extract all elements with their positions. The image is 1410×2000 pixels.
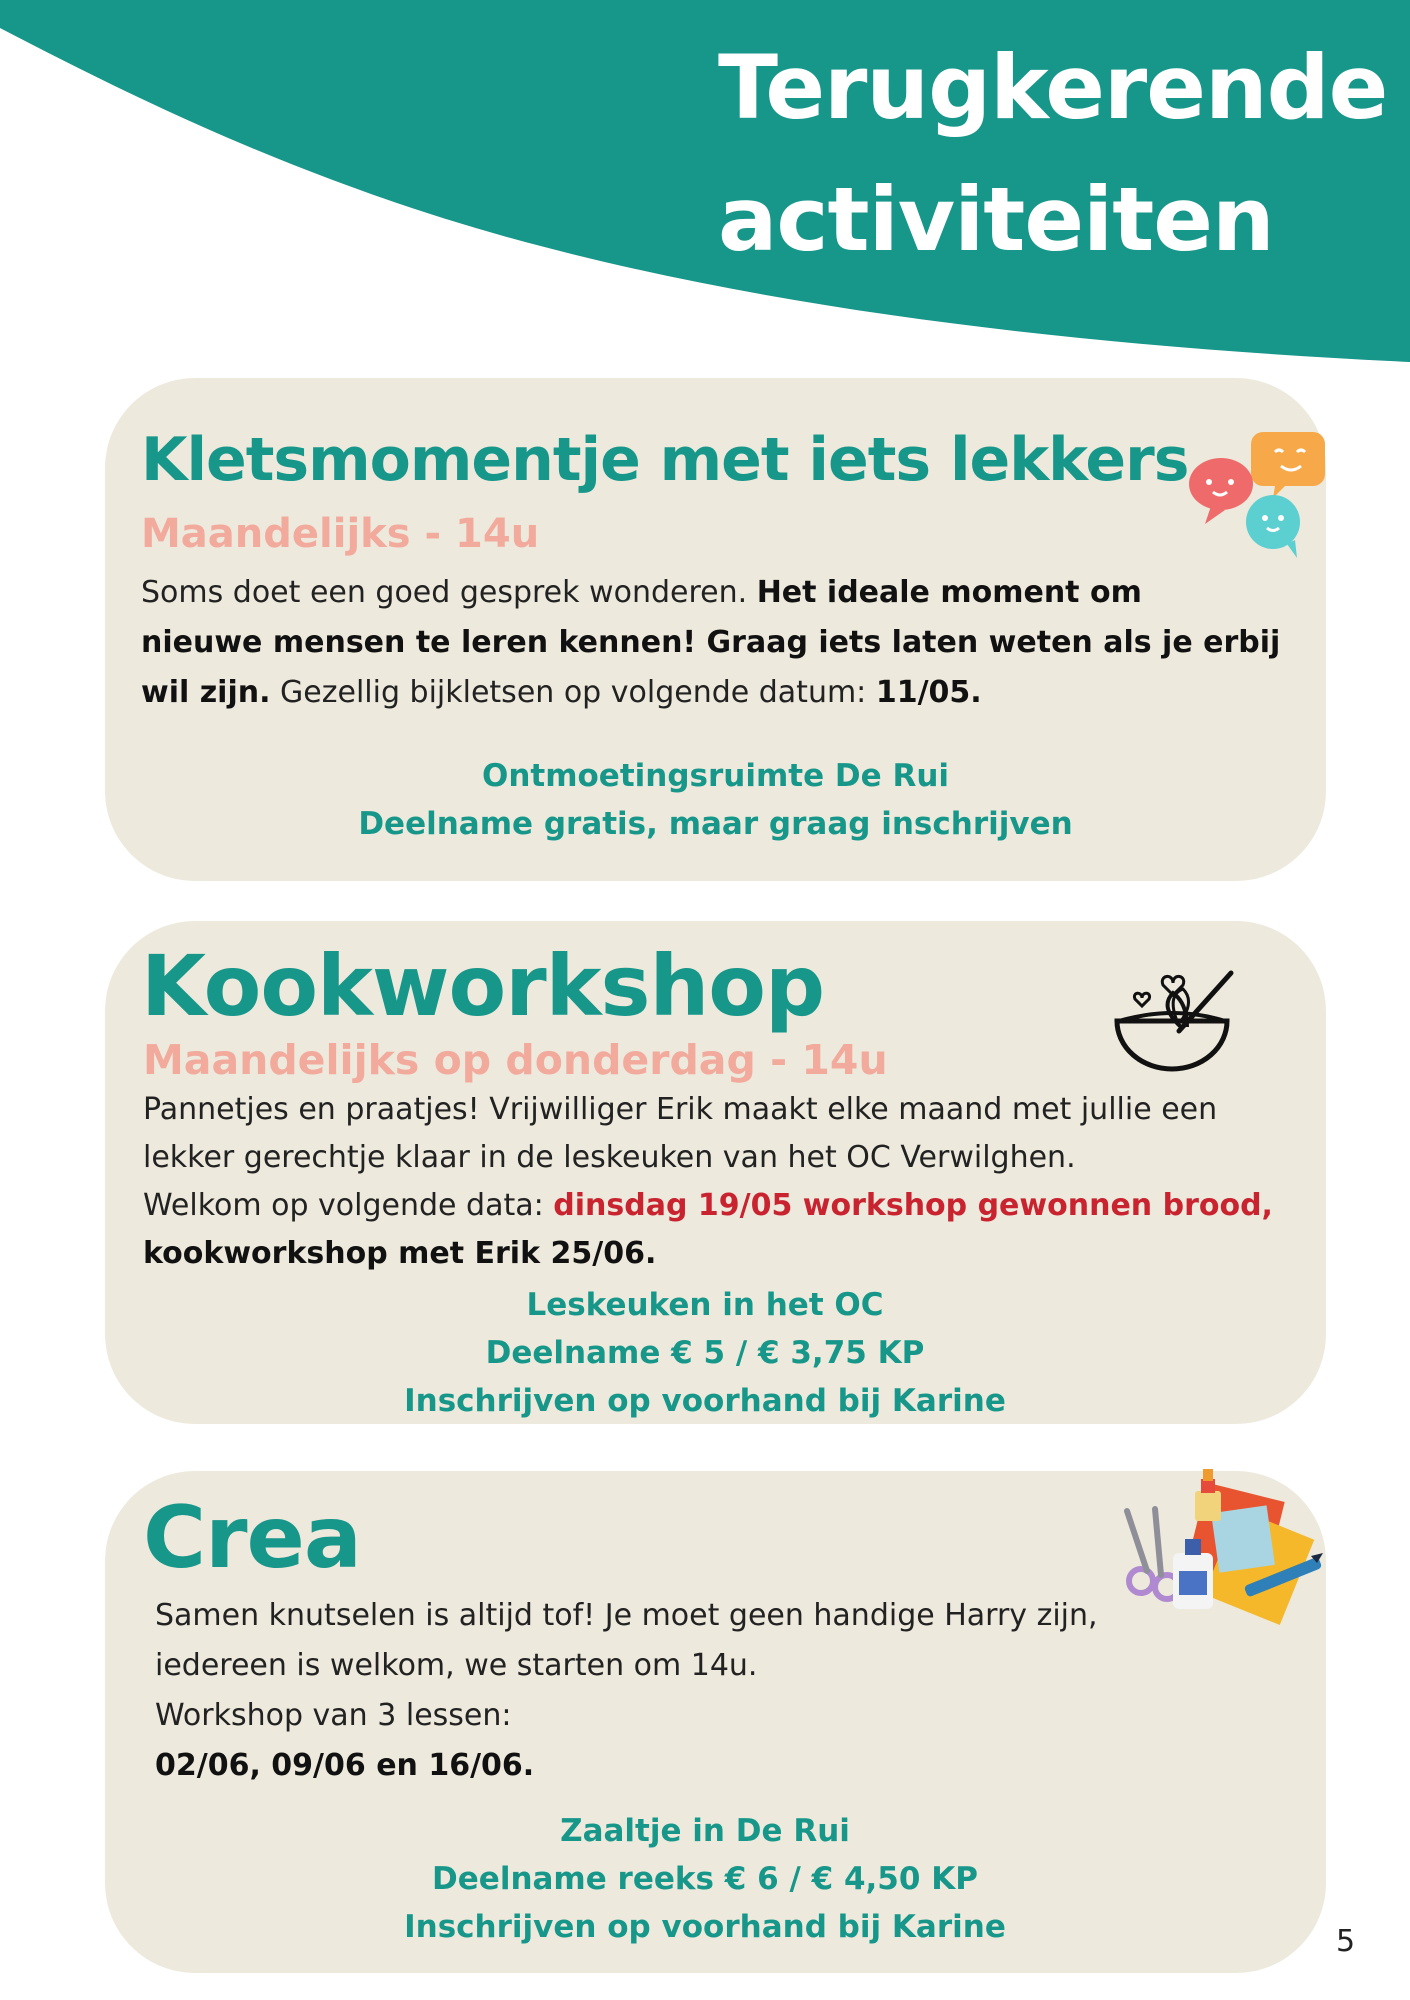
activity-description	[143, 1086, 1273, 1278]
activity-description	[141, 568, 1280, 718]
activity-price: Deelname gratis, maar graag inschrijven	[358, 806, 1073, 842]
mixing-bowl-icon	[1113, 969, 1243, 1084]
activity-info	[105, 752, 1326, 848]
activity-card-crea	[105, 1471, 1326, 1973]
activity-title: Crea	[143, 1488, 361, 1588]
chat-bubbles-icon	[1185, 422, 1325, 562]
activity-title: Kletsmomentje met iets lekkers	[141, 425, 1189, 495]
activity-date: 11/05.	[875, 675, 982, 710]
activity-description	[155, 1591, 1098, 1791]
activity-registration: Inschrijven op voorhand bij Karine	[404, 1909, 1006, 1945]
activity-card-kookworkshop	[105, 921, 1326, 1424]
description-emphasis: nieuwe mensen te leren kennen! Graag iets laten weten als je erbij	[141, 625, 1281, 660]
craft-supplies-icon	[1123, 1461, 1323, 1641]
page-title	[718, 22, 1387, 286]
page-title-line-2: activiteiten	[718, 168, 1274, 271]
activity-date: kookworkshop met Erik 25/06.	[143, 1236, 657, 1271]
activity-location: Leskeuken in het OC	[526, 1287, 884, 1323]
description-text: Pannetjes en praatjes! Vrijwilliger Erik maakt elke maand met jullie een	[143, 1092, 1218, 1127]
description-text: Soms doet een goed gesprek wonderen.	[141, 575, 757, 610]
activity-info	[105, 1281, 1305, 1425]
activity-price: Deelname reeks € 6 / € 4,50 KP	[432, 1861, 978, 1897]
description-emphasis: Het ideale moment om	[756, 575, 1142, 610]
activity-schedule: Maandelijks - 14u	[141, 511, 540, 557]
activity-info	[105, 1807, 1305, 1951]
activity-title: Kookworkshop	[141, 937, 825, 1035]
activity-registration: Inschrijven op voorhand bij Karine	[404, 1383, 1006, 1419]
description-emphasis: wil zijn.	[141, 675, 271, 710]
activity-schedule: Maandelijks op donderdag - 14u	[143, 1036, 888, 1084]
description-text: Workshop van 3 lessen:	[155, 1698, 512, 1733]
description-text: Welkom op volgende data:	[143, 1188, 554, 1223]
activity-location: Ontmoetingsruimte De Rui	[481, 758, 950, 794]
description-text: Gezellig bijkletsen op volgende datum:	[270, 675, 876, 710]
activity-location: Zaaltje in De Rui	[560, 1813, 850, 1849]
description-text: lekker gerechtje klaar in de leskeuken van het OC Verwilghen.	[143, 1140, 1076, 1175]
activity-card-kletsmomentje	[105, 378, 1326, 881]
highlighted-date: dinsdag 19/05 workshop gewonnen brood,	[553, 1188, 1273, 1223]
page-title-line-1: Terugkerende	[718, 36, 1388, 139]
activity-price: Deelname € 5 / € 3,75 KP	[485, 1335, 925, 1371]
activity-dates: 02/06, 09/06 en 16/06.	[155, 1748, 535, 1783]
description-text: Samen knutselen is altijd tof! Je moet geen handige Harry zijn,	[155, 1598, 1098, 1633]
page-number: 5	[1336, 1924, 1356, 1959]
description-text: iedereen is welkom, we starten om 14u.	[155, 1648, 758, 1683]
